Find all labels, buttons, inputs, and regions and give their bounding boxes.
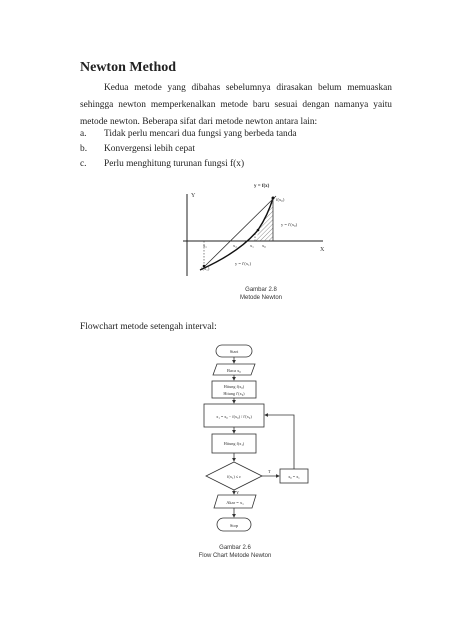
graph-tick-x1: x₁	[203, 243, 207, 248]
list-marker: c.	[80, 159, 87, 169]
list-item-text: Perlu menghitung turunan fungsi f(x)	[104, 159, 245, 169]
fc-stop-text: Stop	[229, 523, 239, 528]
graph-label-tan0: y = f'(x₀)	[281, 222, 298, 227]
fc-branch-yes: Y	[236, 490, 240, 495]
figure-caption-flowchart	[185, 545, 285, 560]
graph-label-fx: y = f(x)	[254, 184, 270, 189]
fc-output-text: Akar = x₁	[226, 500, 244, 505]
graph-tick-x0: x₀	[262, 243, 266, 248]
graph-label-tan1: y = f'(x₁)	[235, 261, 252, 266]
fc-input-text: Baca x₀	[227, 368, 241, 373]
fc-branch-no: T	[268, 469, 271, 474]
section-heading: Newton Method	[80, 60, 177, 75]
list-item-text: Konvergensi lebih cepat	[104, 144, 195, 154]
graph-tick-xA: x₂	[233, 243, 237, 248]
caption-subtitle: Metode Newton	[239, 294, 283, 301]
intro-text: Kedua metode yang dibahas sebelumnya dirasakan belum memuaskan sehingga newton memperkenalkan metode baru sesuai dengan namanya yaitu metode newton. Beberapa sifat dari metode newton antara lain:	[80, 83, 392, 127]
fc-calc1-line2: Hitung f'(x₀)	[223, 391, 245, 396]
fc-calc1-line1: Hitung f(x₀)	[223, 384, 245, 389]
fc-decision-text: f(x₁) ≤ ε	[227, 474, 241, 479]
fc-start-text: Start	[229, 349, 239, 354]
graph-label-fx0: f(x₀)	[276, 197, 285, 202]
fc-formula-text: x₁ = x₀ − f(x₀) / f'(x₀)	[216, 414, 252, 419]
flowchart-label: Flowchart metode setengah interval:	[80, 322, 217, 332]
list-item-text: Tidak perlu mencari dua fungsi yang berbeda tanda	[104, 129, 297, 139]
caption-title: Gambar 2.8	[245, 287, 277, 293]
caption-subtitle: Flow Chart Metode Newton	[198, 552, 272, 559]
fc-calc2-text: Hitung f(x₁)	[223, 441, 245, 446]
graph-tick-xB: x₁	[250, 243, 254, 248]
list-marker: a.	[80, 129, 87, 139]
graph-label-fx1: f(x₁)	[201, 266, 210, 271]
graph-axis-y: Y	[191, 193, 196, 199]
graph-axis-x: X	[320, 247, 325, 253]
fc-update-text: x₀ = x₁	[288, 474, 300, 479]
caption-title: Gambar 2.6	[219, 545, 251, 551]
list-marker: b.	[80, 144, 88, 154]
